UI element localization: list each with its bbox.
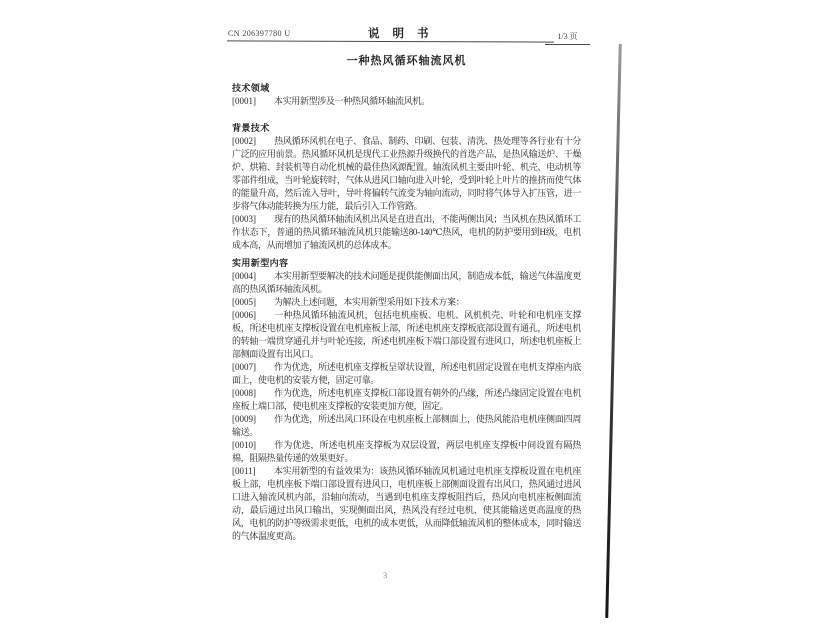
section-heading-technical-field: 技术领域 — [232, 83, 270, 93]
paragraph-text: 热风循环风机在电子、食品、制药、印刷、包装、清洗、热处理等各行业有十分广泛的应用前景。热风循环风机是现代工业热源升级换代的首选产品，是热风输送炉、干燥炉、烘箱、封装机等自动化机械的最佳热风源配置。轴流风机主要由叶轮、机壳、电动机等零部件组成，当叶轮旋转时，气体从进风口轴向进入叶轮，受到叶轮上叶片的推挤而使气体的能量升高，然后流入导叶，导叶将偏转气流变为轴向流动，同时将气体导入扩压管，进一步将气体动能转换为压力能，最后引入工作管路。 — [232, 136, 581, 211]
paragraph-text: 本实用新型的有益效果为：该热风循环轴流风机通过电机座支撑板设置在电机座板上部，电机座板下端口部设置有进风口，电机座板上部侧面设置有出风口，热风通过进风口进入轴流风机内部，沿轴向流动，当遇到电机座支撑板阻挡后，热风向电机座板侧面流动，最后通过出风口输出，实现侧面出风，热风没有经过电机，使其能输送更高温度的热风，电机的防护等级需求更低，电机的成本更低，从而降低轴流风机的整体成本，同时输送的气体温度更高。 — [232, 466, 581, 541]
paragraph-text: 作为优选，所述电机座支撑板为双层设置，两层电机座支撑板中间设置有隔热棉，阻隔热量传递的效果更好。 — [232, 440, 581, 463]
paragraph-number: [0004] — [232, 271, 256, 281]
paragraph-0007 — [232, 361, 581, 387]
footer-page-number: 3 — [383, 570, 388, 580]
page-indicator: 1/3 页 — [545, 31, 590, 45]
paragraph-0003 — [232, 213, 581, 252]
document-title: 一种热风循环轴流风机 — [346, 55, 467, 67]
paragraph-0001 — [232, 95, 581, 108]
paragraph-number: [0005] — [232, 297, 256, 307]
paragraph-0002 — [232, 135, 581, 213]
document-number: CN 206397780 U — [228, 29, 291, 38]
paragraph-text: 为解决上述问题，本实用新型采用如下技术方案： — [274, 297, 465, 307]
paragraph-0009 — [232, 413, 581, 439]
paragraph-number: [0006] — [232, 310, 256, 320]
paragraph-0005 — [232, 296, 581, 309]
paragraph-number: [0009] — [232, 414, 256, 424]
paragraph-number: [0008] — [232, 388, 256, 398]
paragraph-0004 — [232, 270, 581, 296]
paragraph-number: [0007] — [232, 362, 256, 372]
section-heading-background-art: 背景技术 — [232, 123, 270, 133]
paragraph-number: [0002] — [232, 136, 256, 146]
document-type-label: 说明书 — [368, 28, 442, 40]
paragraph-0010 — [232, 439, 581, 465]
paragraph-text: 作为优选，所述电机座支撑板口部设置有朝外的凸缘，所述凸缘固定设置在电机座板上端口部，使电机座支撑板的安装更加方便，固定。 — [232, 388, 581, 411]
paragraph-text: 作为优选，所述电机座支撑板呈罩状设置，所述电机固定设置在电机支撑座内底面上，使电机的安装方便，固定可靠。 — [232, 362, 581, 385]
header-divider-rule — [227, 40, 554, 42]
paragraph-number: [0011] — [232, 466, 256, 476]
paragraph-0008 — [232, 387, 581, 413]
paragraph-0011 — [232, 465, 581, 543]
paragraph-number: [0010] — [232, 440, 256, 450]
scan-edge-artifact-line — [605, 44, 621, 618]
paragraph-text: 本实用新型涉及一种热风循环轴流风机。 — [274, 96, 430, 106]
paragraph-text: 现有的热风循环轴流风机出风是直进直出，不能两侧出风；当风机在热风循环工作状态下，普通的热风循环轴流风机只能输送80-140℃热风，电机的防护要用到H级，电机成本高，从而增加了轴流风机的总体成本。 — [232, 214, 581, 250]
paragraph-number: [0001] — [232, 96, 256, 106]
section-heading-utility-model-content: 实用新型内容 — [232, 258, 289, 268]
paragraph-number: [0003] — [232, 214, 256, 224]
paragraph-text: 作为优选，所述出风口环设在电机座板上部侧面上，使热风能沿电机座侧面四周输送。 — [232, 414, 581, 437]
paragraph-text: 本实用新型要解决的技术问题是提供能侧面出风，制造成本低，输送气体温度更高的热风循环轴流风机。 — [232, 271, 581, 294]
paragraph-text: 一种热风循环轴流风机，包括电机座板、电机、风机机壳、叶轮和电机座支撑板，所述电机座支撑板设置在电机座板上部，所述电机座支撑板底部设置有通孔，所述电机的转轴一端贯穿通孔并与叶轮连接，所述电机座板下端口部设置有进风口，所述电机座板上部侧面设置有出风口。 — [232, 310, 581, 359]
paragraph-0006 — [232, 309, 581, 361]
document-body — [232, 54, 581, 543]
